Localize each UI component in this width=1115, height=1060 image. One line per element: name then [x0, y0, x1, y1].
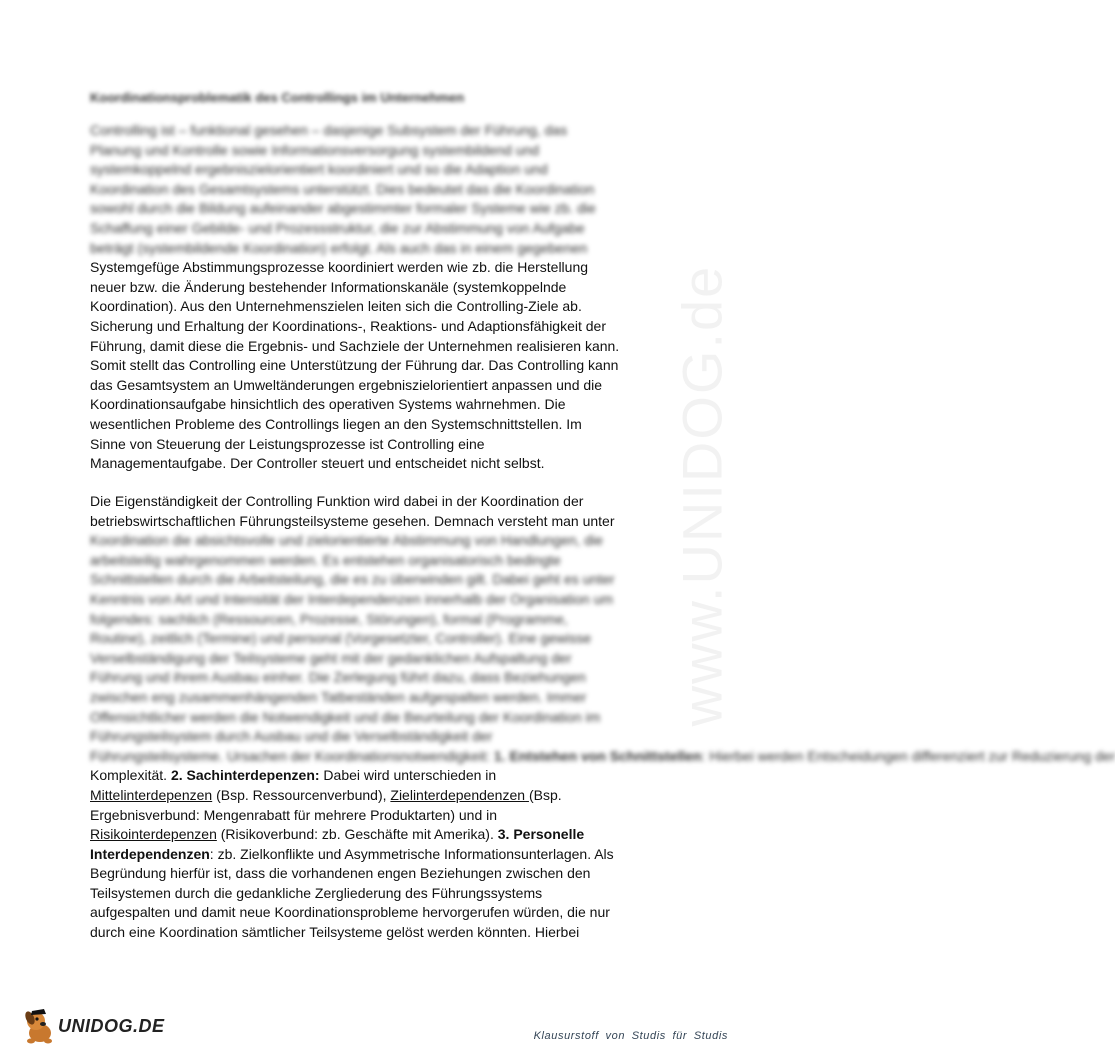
text-run: Führungsteilsysteme. Ursachen der Koordinationsnotwendigkeit:: [90, 747, 490, 764]
text-line: Schnittstellen durch die Arbeitsteilung, die es zu überwinden gilt. Dabei geht es unter: [90, 571, 615, 588]
text-line: Controlling ist – funktional gesehen – dasjenige Subsystem der Führung, das: [90, 122, 568, 138]
text-line: [90, 766, 660, 786]
text-run: Dabei wird unterschieden in: [323, 767, 497, 784]
bold-text: 3. Personelle: [497, 826, 585, 843]
bold-text: 1. Entstehen von Schnittstellen: [493, 747, 702, 764]
text-line: Führungsteilsystem durch Ausbau und die Verselbständigkeit der: [90, 728, 493, 745]
text-line: Planung und Kontrolle sowie Informationsversorgung systembildend und: [90, 141, 540, 158]
visible-text-block: [90, 766, 660, 942]
text-line: wesentlichen Probleme des Controllings liegen an den Systemschnittstellen. Im: [90, 415, 582, 432]
text-line: Sicherung und Erhaltung der Koordinations-, Reaktions- und Adaptionsfähigkeit der: [90, 317, 606, 334]
watermark: www.UNIDOG.de: [670, 264, 734, 726]
footer-slogan: Klausurstoff von Studis für Studis: [533, 1030, 728, 1042]
blurred-text-block: [90, 121, 660, 258]
text-line: Teilsystemen durch die gedankliche Zergliederung des Führungssystems: [90, 884, 543, 901]
text-line: Die Eigenständigkeit der Controlling Funktion wird dabei in der Koordination der: [90, 493, 584, 509]
text-line: Begründung hierfür ist, dass die vorhandenen engen Beziehungen zwischen den: [90, 865, 591, 882]
text-line: [90, 786, 660, 806]
text-line: Ergebnisverbund: Mengenrabatt für mehrere Produktarten) und in: [90, 806, 498, 823]
text-line: sowohl durch die Bildung aufeinander abgestimmter formaler Systeme wie zb. die: [90, 200, 596, 217]
underlined-term: Zielinterdependenzen: [390, 786, 526, 803]
paragraph-1: [90, 121, 660, 474]
text-line: systemkoppelnd ergebniszielorientiert koordiniert und so die Adaption und: [90, 161, 548, 178]
text-line: neuer bzw. die Änderung bestehender Informationskanäle (systemkoppelnde: [90, 278, 567, 295]
text-line: durch eine Koordination sämtlicher Teilsysteme gelöst werden könnten. Hierbei: [90, 924, 580, 941]
text-line: das Gesamtsystem an Umweltänderungen ergebniszielorientiert anpassen und die: [90, 376, 603, 393]
text-line: Routine), zeitlich (Termine) und personal (Vorgesetzter, Controller). Eine gewisse: [90, 630, 592, 647]
text-line: beträgt (systembildende Koordination) erfolgt. Als auch das in einem gegebenen: [90, 239, 588, 256]
text-run: Komplexität.: [90, 767, 168, 784]
text-line: zwischen eng zusammenhängenden Tatbeständen aufgespalten werden. Immer: [90, 688, 587, 705]
text-line: [90, 825, 660, 845]
text-line: aufgespalten und damit neue Koordinationsprobleme hervorgerufen würden, die nur: [90, 904, 610, 921]
underlined-term: Risikointerdepenzen: [90, 826, 217, 843]
text-line: Kenntnis von Art und Intensität der Interdependenzen innerhalb der Organisation um: [90, 590, 614, 607]
text-line: betriebswirtschaftlichen Führungsteilsysteme gesehen. Demnach versteht man unter: [90, 512, 615, 529]
text-line: Koordinationsaufgabe hinsichtlich des operativen Systems wahrnehmen. Die: [90, 396, 566, 413]
text-line: Offensichtlicher werden die Notwendigkeit und die Beurteilung der Koordination im: [90, 708, 601, 725]
text-run: : zb. Zielkonflikte und Asymmetrische Informationsunterlagen. Als: [209, 845, 614, 862]
bold-text: 2. Sachinterdepenzen:: [170, 767, 320, 784]
text-line: [90, 845, 660, 865]
underlined-term: Mittelinterdepenzen: [90, 786, 213, 803]
text-line: folgendes: sachlich (Ressourcen, Prozesse, Störungen), formal (Programme,: [90, 610, 568, 627]
text-line: Koordination des Gesamtsystems unterstützt. Dies bedeutet das die Koordination: [90, 180, 595, 197]
blurred-text-block: [90, 531, 1115, 766]
dog-mascot-icon: [22, 1006, 56, 1046]
text-line: arbeitsteilig wahrgenommen werden. Es entstehen organisatorisch bedingte: [90, 551, 561, 568]
text-line: Koordination). Aus den Unternehmenszielen leiten sich die Controlling-Ziele ab.: [90, 298, 582, 315]
text-run: : Hierbei werden Entscheidungen differenziert zur Reduzierung der: [701, 747, 1115, 764]
text-line: Führung, damit diese die Ergebnis- und Sachziele der Unternehmen realisieren kann.: [90, 337, 620, 354]
visible-text-block: [90, 492, 660, 531]
text-line: Systemgefüge Abstimmungsprozesse koordiniert werden wie zb. die Herstellung: [90, 259, 589, 276]
text-line: [90, 747, 1115, 767]
text-line: Führung und ihrem Ausbau einher. Die Zerlegung führt dazu, dass Beziehungen: [90, 669, 586, 686]
text-run: (Bsp. Ressourcenverbund),: [216, 786, 387, 803]
text-line: Schaffung einer Gebilde- und Prozessstruktur, die zur Abstimmung von Aufgabe: [90, 219, 585, 236]
text-run: (Risikoverbund: zb. Geschäfte mit Amerika).: [220, 826, 494, 843]
bold-text: Interdependenzen: [90, 845, 210, 862]
text-line: Koordination die absichtsvolle und zielorientierte Abstimmung von Handlungen, die: [90, 532, 603, 549]
text-line: Sinne von Steuerung der Leistungsprozesse ist Controlling eine: [90, 435, 485, 452]
unidog-logo[interactable]: [22, 1006, 172, 1046]
text-line: Managementaufgabe. Der Controller steuert und entscheidet nicht selbst.: [90, 455, 545, 472]
text-line: Somit stellt das Controlling eine Unterstützung der Führung dar. Das Controlling kann: [90, 357, 619, 374]
document-heading: Koordinationsproblematik des Controllings im Unternehmen: [90, 90, 465, 105]
text-line: Verselbständigung der Teilsysteme geht mit der gedanklichen Aufspaltung der: [90, 649, 572, 666]
visible-text-block: [90, 258, 660, 474]
text-run: (Bsp.: [528, 786, 562, 803]
logo-text: UNIDOG.DE: [58, 1015, 165, 1036]
